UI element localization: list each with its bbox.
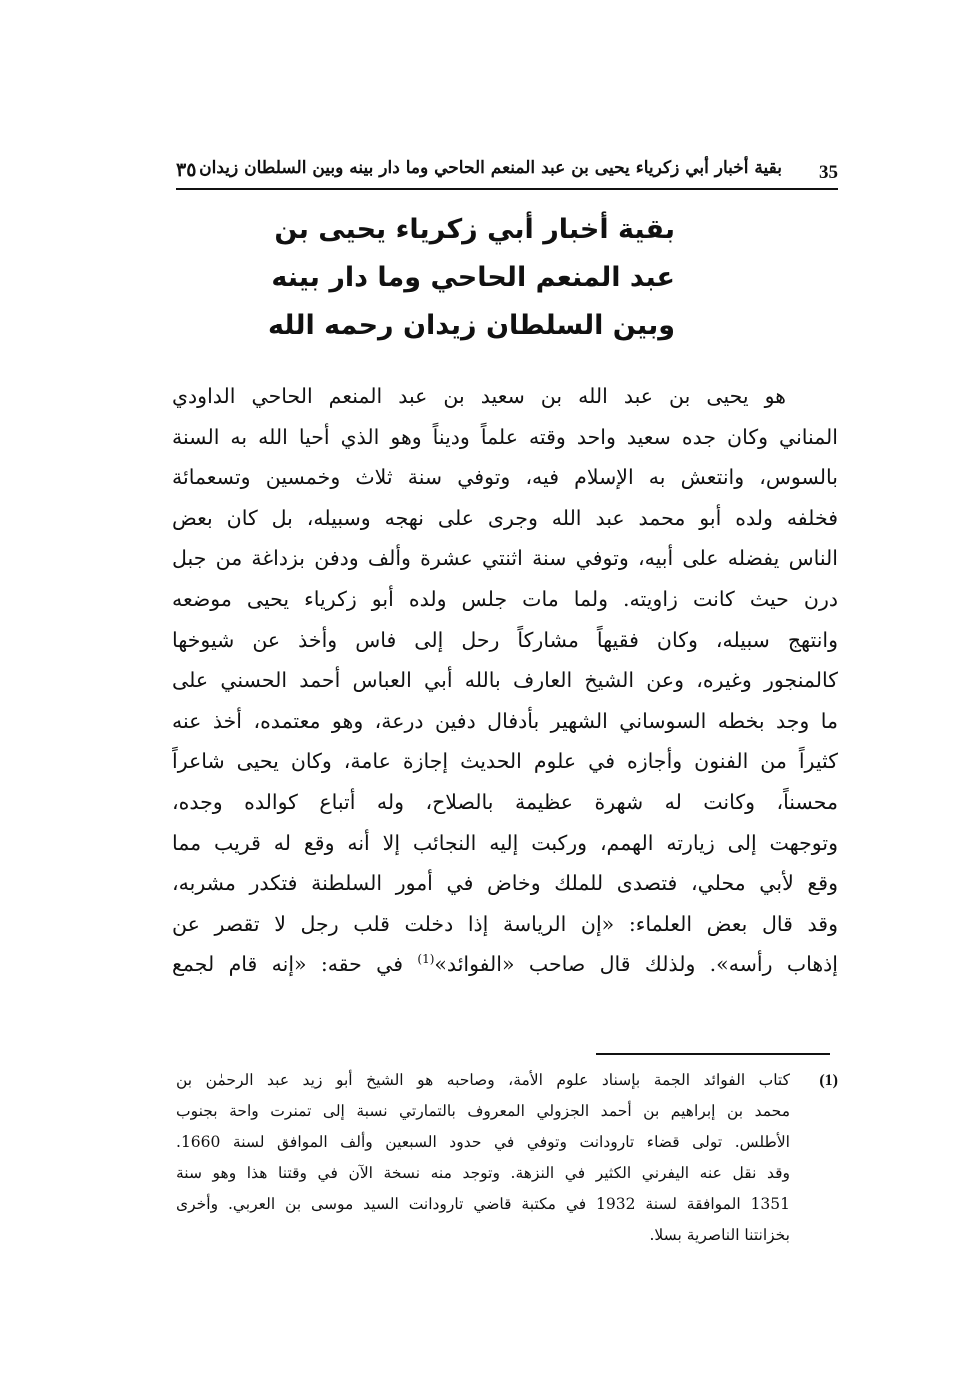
body-text-segment: إذهاب رأسه». ولذلك قال صاحب «الفوائد» [434, 952, 838, 977]
body-line: كثيراً من الفنون وأجازه في علوم الحديث إجازة عامة، وكان يحيى شاعراً [172, 749, 838, 774]
body-line: درن حيث كانت زاويته. ولما مات جلس ولده أبو زكرياء يحيى موضعه [172, 586, 838, 611]
body-text [172, 376, 838, 985]
chapter-title-line: عبد المنعم الحاحي وما دار بينه [271, 262, 675, 293]
body-line: محسناً، وكانت له شهرة عظيمة بالصلاح، وله أتباع كوالده وجده، [172, 789, 838, 814]
footnote-line: وقد نقل عنه اليفرني الكثير في النزهة. وتوجد منه نسخة الآن في وقتنا هذا وهو سنة [176, 1164, 790, 1182]
footnote-line: 1351 الموافقة لسنة 1932 في مكتبة قاضي تارودانت السيد موسى بن العربي. وأخرى [176, 1195, 790, 1213]
chapter-title-line: وبين السلطان زيدان رحمه الله [267, 310, 675, 341]
body-line: وقد قال بعض العلماء: «إن الرياسة إذا دخلت قلب رجل لا تقصر عن [172, 911, 838, 936]
body-line-last [172, 944, 838, 985]
running-header-title: بقية أخبار أبي زكرياء يحيى بن عبد المنعم الحاحي وما دار بينه وبين السلطان زيدان [199, 158, 782, 178]
body-line: وتوجهت إلى زيارته الهمم، وركبت إليه النجائب إلا أنه وقع له قريب مما [172, 830, 838, 855]
body-line: وانتهج سبيله، وكان فقيهاً مشاركاً رحل إلى فاس وأخذ عن شيوخها [172, 627, 838, 652]
footnote [176, 1065, 838, 1251]
body-line: هو يحيى بن عبد الله بن سعيد بن عبد المنعم الحاحي الداودي [172, 384, 786, 408]
page-number-latin: 35 [819, 162, 838, 183]
body-line: كالمنجور وغيره، وعن الشيخ العارف بالله أبي العباس أحمد الحسني على [172, 668, 838, 693]
footnote-marker: (1) [819, 1072, 838, 1089]
footnote-reference[interactable]: (1) [417, 952, 435, 967]
body-line: فخلفه ولده أبو محمد عبد الله وجرى على نهجه وسبيله، بل كان بعض [172, 505, 838, 530]
body-line: ما وجد بخطه السوساني الشهير بأدفال دفين درعة، وهو معتمده، أخذ عنه [172, 708, 838, 733]
footnote-line: الأطلس. تولى قضاء تارودانت وتوفي في حدود السبعين وألف الموافق لسنة 1660. [176, 1133, 790, 1151]
footnote-line: بخزانتنا الناصرية بسلا. [649, 1226, 790, 1244]
header-rule [176, 188, 838, 190]
body-line: وقع لأبي محلي، فتصدى للملك وخاض في أمور السلطنة فتكدر مشربه، [172, 871, 838, 896]
body-line: بالسوس، وانتعش به الإسلام فيه، وتوفي سنة ثلاث وخمسين وتسعمائة [172, 465, 838, 490]
chapter-title-line: بقية أخبار أبي زكرياء يحيى بن [274, 214, 675, 245]
footnote-line: كتاب الفوائد الجمة بإسناد علوم الأمة، وصاحبه هو الشيخ أبو زيد عبد الرحمٰن بن [176, 1071, 790, 1089]
chapter-title [267, 206, 675, 350]
running-header [176, 148, 838, 188]
footnotes [176, 1065, 838, 1251]
page-number-arabic: ٣٥ [176, 159, 197, 181]
body-text-segment: في حقه: «إنه قام لجمع [172, 952, 418, 977]
body-line: الناس يفضله على أبيه، وتوفي سنة اثنتي عشرة وألف ودفن بزداغة من جبل [172, 546, 838, 571]
footnote-rule [596, 1053, 830, 1055]
footnote-line: محمد بن إبراهيم بن أحمد الجزولي المعروف بالتمارتي نسبة إلى تمنرت واحة بجنوب [176, 1102, 790, 1120]
body-line: المناني وكان جده سعيد واحد وقته علماً وديناً وهو الذي أحيا الله به السنة [172, 424, 838, 449]
